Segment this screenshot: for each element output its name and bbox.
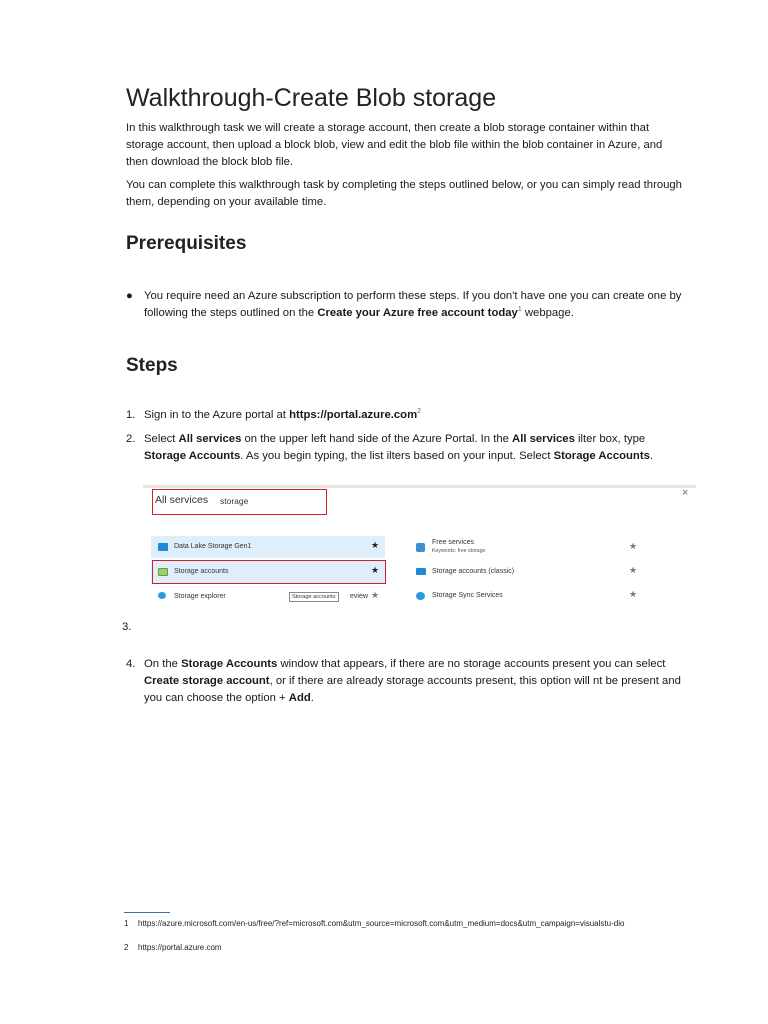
step-2-bold4: Storage Accounts	[553, 450, 650, 462]
step-3-number: 3.	[122, 621, 132, 633]
storage-explorer-item[interactable]: Storage explorer	[174, 593, 226, 600]
step-2-part5: .	[649, 450, 653, 462]
filter-input[interactable]: storage	[220, 496, 249, 506]
free-services-keywords: Keywords: free storage	[432, 548, 486, 554]
storage-sync-icon	[416, 592, 425, 600]
favorite-star-icon[interactable]: ★	[629, 589, 638, 599]
footnote-ref-2[interactable]: 2	[417, 408, 422, 416]
step-1-label: Sign in to the Azure portal at	[144, 409, 290, 421]
storage-classic-icon	[416, 568, 426, 575]
favorite-star-icon[interactable]: ★	[629, 565, 638, 575]
step-2-bold3: Storage Accounts	[144, 450, 241, 462]
bullet-text-part2: webpage.	[521, 307, 574, 319]
favorite-star-icon[interactable]: ★	[371, 540, 380, 550]
storage-account-icon	[158, 568, 168, 576]
step-4-part1: On the	[144, 658, 182, 670]
page-title: Walkthrough-Create Blob storage	[126, 84, 497, 112]
step-2-bold1: All services	[178, 433, 242, 445]
storage-accounts-item[interactable]: Storage accounts	[174, 568, 229, 575]
footnote-url[interactable]: https://portal.azure.com	[138, 943, 222, 952]
intro-paragraph-1: In this walkthrough task we will create a storage account, then create a blob storage container within that storage account, then upload a block blob, view and edit the blob file within the blob container in Azure, and then download the block blob file.	[126, 122, 663, 168]
screenshot-top-border	[143, 485, 696, 488]
footnote-divider	[124, 912, 170, 913]
preview-text: eview	[350, 593, 368, 600]
favorite-star-icon[interactable]: ★	[629, 541, 638, 551]
step-4-text	[144, 656, 689, 707]
all-services-label: All services	[155, 494, 209, 506]
prerequisites-heading: Prerequisites	[126, 233, 247, 254]
footnote-number: 1	[124, 919, 129, 928]
bullet-dot-icon: ●	[126, 290, 133, 302]
data-lake-icon	[158, 543, 168, 551]
storage-classic-item[interactable]: Storage accounts (classic)	[432, 568, 515, 575]
free-account-link[interactable]: Create your Azure free account today	[317, 307, 518, 319]
tooltip: Storage accounts	[289, 592, 339, 602]
azure-portal-link[interactable]: https://portal.azure.com	[289, 409, 418, 421]
intro-paragraph-2: You can complete this walkthrough task by completing the steps outlined below, or you can simply read through them, depending on your available time.	[126, 179, 682, 208]
favorite-star-icon[interactable]: ★	[371, 565, 380, 575]
step-4-part4: .	[310, 692, 314, 704]
step-2-part3: ilter box, type	[574, 433, 646, 445]
bullet-text-part1: You require need an Azure subscription to perform these steps. If you don't have one you can create one by following the steps outlined on the	[144, 290, 682, 319]
storage-sync-item[interactable]: Storage Sync Services	[432, 592, 503, 599]
data-lake-item[interactable]: Data Lake Storage Gen1	[174, 543, 252, 550]
close-icon[interactable]: ×	[682, 487, 689, 499]
step-2-text	[144, 431, 689, 465]
footnote-number: 2	[124, 943, 129, 952]
step-2-part2: on the upper left hand side of the Azure Portal. In the	[241, 433, 513, 445]
step-4-bold3: Add	[288, 692, 311, 704]
step-4-bold1: Storage Accounts	[181, 658, 278, 670]
step-2-part1: Select	[144, 433, 179, 445]
step-1-text	[144, 407, 689, 424]
favorite-star-icon[interactable]: ★	[371, 590, 380, 600]
step-2-bold2: All services	[512, 433, 575, 445]
step-4-part3: , or if there are already storage accounts present, this option will nt be present and you can choose the option +	[144, 675, 681, 704]
step-2-number: 2.	[126, 433, 136, 445]
all-services-screenshot	[143, 485, 696, 609]
free-services-icon	[416, 543, 425, 552]
footnote-url[interactable]: https://azure.microsoft.com/en-us/free/?ref=microsoft.com&utm_source=microsoft.com&utm_medium=docs&utm_campaign=visualstu-dio	[138, 919, 625, 928]
steps-heading: Steps	[126, 355, 178, 376]
step-4-bold2: Create storage account	[144, 675, 270, 687]
step-2-part4: . As you begin typing, the list ilters based on your input. Select	[240, 450, 554, 462]
footnote-ref-1[interactable]: 1	[517, 306, 522, 314]
step-4-number: 4.	[126, 658, 136, 670]
step-1-number: 1.	[126, 409, 136, 421]
step-4-part2: window that appears, if there are no storage accounts present you can select	[277, 658, 666, 670]
storage-explorer-icon	[158, 592, 166, 599]
free-services-item[interactable]: Free services	[432, 539, 475, 546]
